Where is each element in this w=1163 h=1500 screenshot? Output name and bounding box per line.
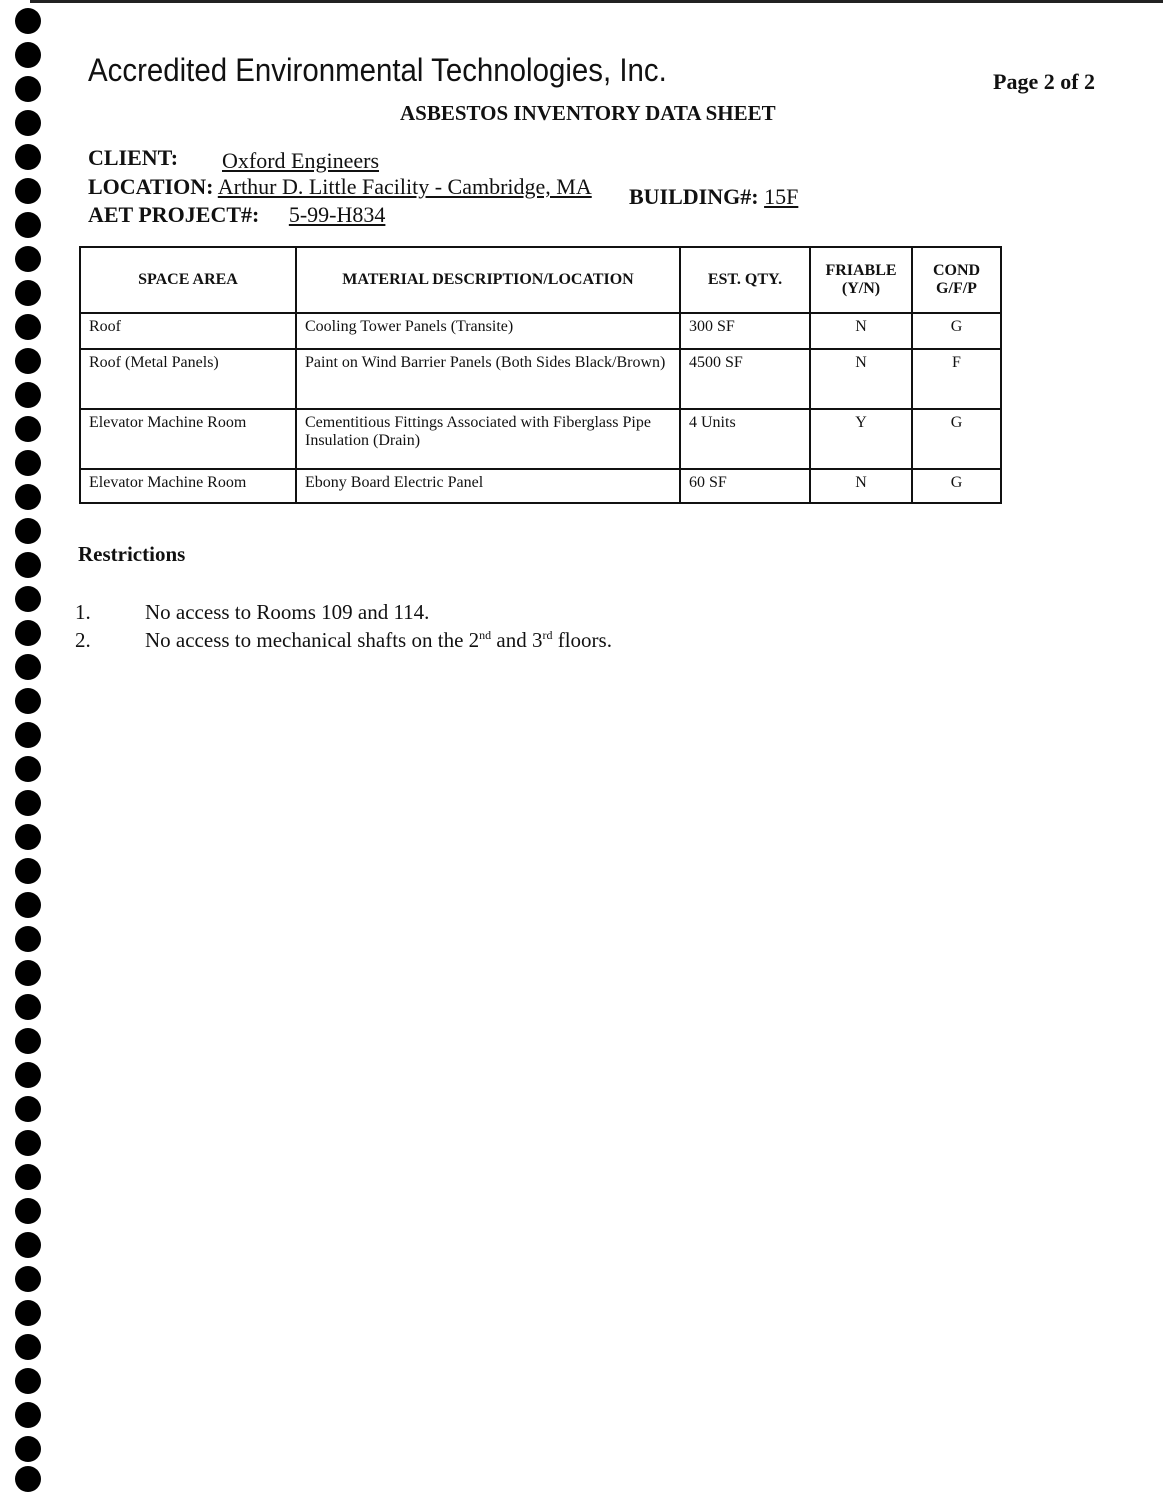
header-condition: COND G/F/P bbox=[912, 247, 1001, 313]
punch-hole bbox=[15, 654, 41, 680]
project-field bbox=[88, 202, 385, 228]
punch-hole bbox=[15, 1096, 41, 1122]
header-material-description: MATERIAL DESCRIPTION/LOCATION bbox=[296, 247, 680, 313]
cell-friable: N bbox=[810, 469, 912, 503]
cell-qty: 4 Units bbox=[680, 409, 810, 469]
table-header-row bbox=[80, 247, 1001, 313]
punch-hole bbox=[15, 1062, 41, 1088]
punch-hole bbox=[15, 1436, 41, 1462]
punch-hole bbox=[15, 382, 41, 408]
building-value: 15F bbox=[764, 184, 799, 209]
punch-hole bbox=[15, 722, 41, 748]
restrictions-heading: Restrictions bbox=[78, 542, 186, 566]
location-label: LOCATION: bbox=[88, 174, 214, 199]
punch-hole bbox=[15, 552, 41, 578]
cell-condition: G bbox=[912, 313, 1001, 349]
cell-friable: N bbox=[810, 313, 912, 349]
punch-hole bbox=[15, 246, 41, 272]
punch-hole bbox=[15, 1232, 41, 1258]
punch-hole bbox=[15, 1028, 41, 1054]
punch-hole bbox=[15, 926, 41, 952]
punch-hole bbox=[15, 450, 41, 476]
cell-condition: G bbox=[912, 409, 1001, 469]
sheet-title: ASBESTOS INVENTORY DATA SHEET bbox=[400, 101, 776, 125]
cell-space-area: Elevator Machine Room bbox=[80, 469, 296, 503]
punch-hole bbox=[15, 1368, 41, 1394]
punch-hole bbox=[15, 1164, 41, 1190]
client-field bbox=[88, 145, 380, 173]
punch-hole bbox=[15, 144, 41, 170]
punch-hole bbox=[15, 1300, 41, 1326]
table-row bbox=[80, 409, 1001, 469]
punch-hole bbox=[15, 1334, 41, 1360]
punch-hole bbox=[15, 960, 41, 986]
table-row bbox=[80, 313, 1001, 349]
punch-hole bbox=[15, 416, 41, 442]
punch-hole bbox=[15, 586, 41, 612]
punch-hole bbox=[15, 212, 41, 238]
punch-hole bbox=[15, 858, 41, 884]
punch-hole bbox=[15, 620, 41, 646]
cell-condition: G bbox=[912, 469, 1001, 503]
restriction-text: No access to Rooms 109 and 114. bbox=[145, 600, 430, 624]
client-label: CLIENT: bbox=[88, 145, 179, 170]
punch-hole bbox=[15, 1402, 41, 1428]
cell-material: Cementitious Fittings Associated with Fiberglass Pipe Insulation (Drain) bbox=[296, 409, 680, 469]
punch-hole bbox=[15, 892, 41, 918]
punch-hole bbox=[15, 1466, 41, 1492]
cell-condition: F bbox=[912, 349, 1001, 409]
cell-friable: Y bbox=[810, 409, 912, 469]
cell-space-area: Roof bbox=[80, 313, 296, 349]
restriction-text-part: and 3 bbox=[491, 628, 543, 652]
building-field bbox=[629, 184, 798, 210]
cell-material: Cooling Tower Panels (Transite) bbox=[296, 313, 680, 349]
punch-hole bbox=[15, 280, 41, 306]
restriction-number: 1. bbox=[75, 600, 91, 624]
punch-hole bbox=[15, 824, 41, 850]
cell-qty: 4500 SF bbox=[680, 349, 810, 409]
location-value: Arthur D. Little Facility - Cambridge, MA bbox=[217, 174, 592, 199]
cell-friable: N bbox=[810, 349, 912, 409]
header-est-qty: EST. QTY. bbox=[680, 247, 810, 313]
punch-hole bbox=[15, 178, 41, 204]
asbestos-inventory-table bbox=[79, 246, 1002, 504]
building-label: BUILDING#: bbox=[629, 184, 759, 209]
punch-hole bbox=[15, 42, 41, 68]
restriction-number: 2. bbox=[75, 628, 91, 652]
punch-hole bbox=[15, 756, 41, 782]
punch-hole bbox=[15, 688, 41, 714]
punch-hole bbox=[15, 1130, 41, 1156]
table-row bbox=[80, 349, 1001, 409]
header-friable: FRIABLE (Y/N) bbox=[810, 247, 912, 313]
cell-qty: 300 SF bbox=[680, 313, 810, 349]
punch-hole bbox=[15, 1198, 41, 1224]
punch-hole bbox=[15, 8, 41, 34]
cell-space-area: Roof (Metal Panels) bbox=[80, 349, 296, 409]
restriction-item bbox=[75, 600, 429, 625]
punch-hole bbox=[15, 790, 41, 816]
restriction-item bbox=[75, 628, 612, 653]
punch-hole bbox=[15, 348, 41, 374]
restriction-text-part: floors. bbox=[552, 628, 612, 652]
restriction-text-part: No access to mechanical shafts on the 2 bbox=[145, 628, 480, 652]
cell-space-area: Elevator Machine Room bbox=[80, 409, 296, 469]
table-row bbox=[80, 469, 1001, 503]
project-value: 5-99-H834 bbox=[288, 202, 386, 227]
punch-hole bbox=[15, 1266, 41, 1292]
location-field bbox=[88, 174, 592, 200]
punch-hole bbox=[15, 110, 41, 136]
header-space-area: SPACE AREA bbox=[80, 247, 296, 313]
punch-hole bbox=[15, 484, 41, 510]
ordinal-suffix: rd bbox=[542, 628, 553, 642]
punch-hole bbox=[15, 314, 41, 340]
punch-hole bbox=[15, 76, 41, 102]
punch-hole bbox=[15, 994, 41, 1020]
page-number: Page 2 of 2 bbox=[993, 69, 1096, 94]
project-label: AET PROJECT#: bbox=[88, 202, 260, 227]
ordinal-suffix: nd bbox=[479, 628, 492, 642]
punch-hole bbox=[15, 518, 41, 544]
cell-material: Paint on Wind Barrier Panels (Both Sides Black/Brown) bbox=[296, 349, 680, 409]
cell-material: Ebony Board Electric Panel bbox=[296, 469, 680, 503]
cell-qty: 60 SF bbox=[680, 469, 810, 503]
company-name: Accredited Environmental Technologies, Inc. bbox=[88, 52, 667, 88]
scan-top-edge bbox=[30, 0, 1163, 3]
client-value: Oxford Engineers bbox=[222, 148, 380, 173]
punch-holes bbox=[15, 8, 45, 1498]
